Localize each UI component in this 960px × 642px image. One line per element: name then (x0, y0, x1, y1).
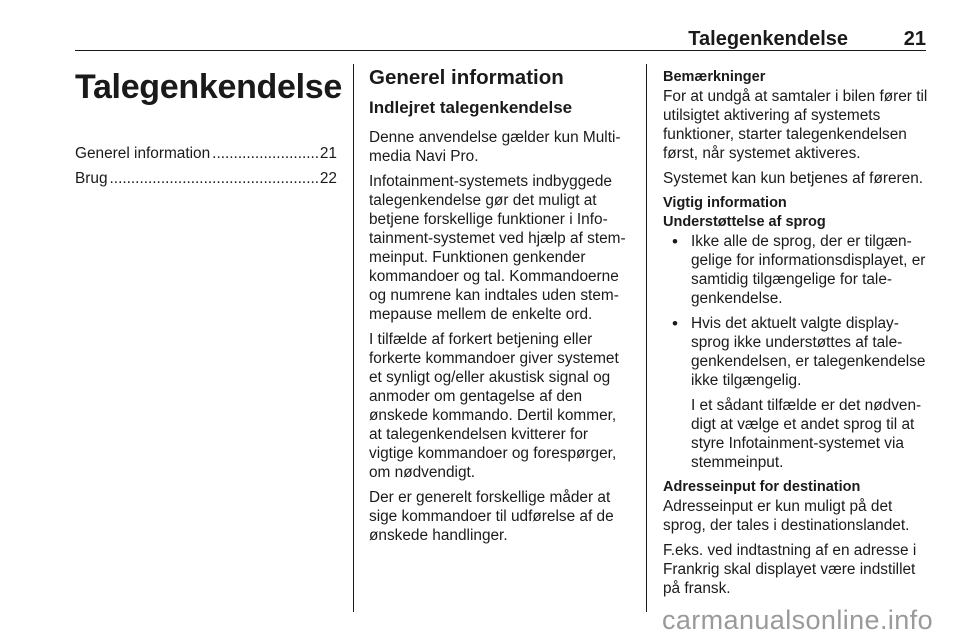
chapter-title: Talegenkendelse (75, 68, 342, 106)
column-notes (663, 68, 929, 604)
list-item (663, 232, 929, 308)
list-item-extra: I et sådant tilfælde er det nødvendigt at vælge et andet sprog til at styre Infotainment-systemet via stemmeinput. (691, 397, 922, 471)
toc-entry-label: Brug (75, 170, 108, 187)
section-subtitle: Indlejret talegenkendelse (369, 98, 573, 117)
toc-entry-label: Generel information (75, 145, 211, 162)
body-paragraph: Denne anvendelse gælder kun Multimedia Navi Pro. (369, 129, 621, 165)
body-paragraph: Infotainment-systemets indbyggede talegenkendelse gør det muligt at betjene forskellige funktioner i Infotainment-systemet ved hjælp af stemmeinput. Funktionen genkender kommandoer og tal. Kommandoerne og numrene kan indtales uden stemmepause mellem de enkelte ord. (369, 173, 626, 323)
toc-dot-leader (110, 169, 318, 188)
column-toc (75, 68, 342, 194)
body-paragraph: F.eks. ved indtastning af en adresse i Frankrig skal displayet være indstillet på fransk. (663, 542, 917, 597)
note-paragraph: Systemet kan kun betjenes af føreren. (663, 170, 924, 187)
list-item-text: Ikke alle de sprog, der er tilgængelige for informationsdisplayet, er samtidig tilgængelige for talegenkendelse. (691, 233, 926, 307)
toc-dot-leader (212, 144, 318, 163)
body-paragraph: Adresseinput er kun muligt på det sprog, der tales i destinationslandet. (663, 498, 910, 534)
toc-entry-page: 22 (319, 170, 337, 187)
note-paragraph: For at undgå at samtaler i bilen fører til utilsigtet aktivering af systemets funktioner, starter talegenkendelsen først, når systemet aktiveres. (663, 88, 928, 162)
column-divider (353, 64, 354, 612)
watermark: carmanualsonline.info (661, 605, 933, 635)
language-support-title: Understøttelse af sprog (663, 214, 826, 230)
toc-entry-page: 21 (319, 145, 337, 162)
column-divider (646, 64, 647, 612)
body-paragraph: Der er generelt forskellige måder at sige kommandoer til udførelse af de ønskede handlinger. (369, 489, 614, 544)
list-item-text: Hvis det aktuelt valgte displaysprog ikke understøttes af talegenkendelsen, er talegenkendelse ikke tilgængelig. (691, 315, 926, 389)
list-item (663, 314, 929, 472)
column-general-information (369, 68, 632, 551)
important-title: Vigtig information (663, 195, 787, 211)
header-title: Talegenkendelse (688, 28, 848, 50)
toc-entry[interactable] (75, 169, 337, 188)
language-support-list (663, 232, 929, 472)
address-input-title: Adresseinput for destination (663, 479, 861, 495)
section-title: Generel information (369, 66, 564, 89)
running-header (75, 28, 926, 51)
toc-entry[interactable] (75, 144, 337, 163)
body-paragraph: I tilfælde af forkert betjening eller forkerte kommandoer giver systemet et synligt og/eller akustisk signal og anmoder om gentagelse af den ønskede kommando. Dertil kommer, at talegenkendelsen kvitterer for vigtige kommandoer og forespørger, om nødvendigt. (369, 331, 619, 481)
page-number: 21 (903, 28, 926, 50)
note-title: Bemærkninger (663, 69, 766, 85)
